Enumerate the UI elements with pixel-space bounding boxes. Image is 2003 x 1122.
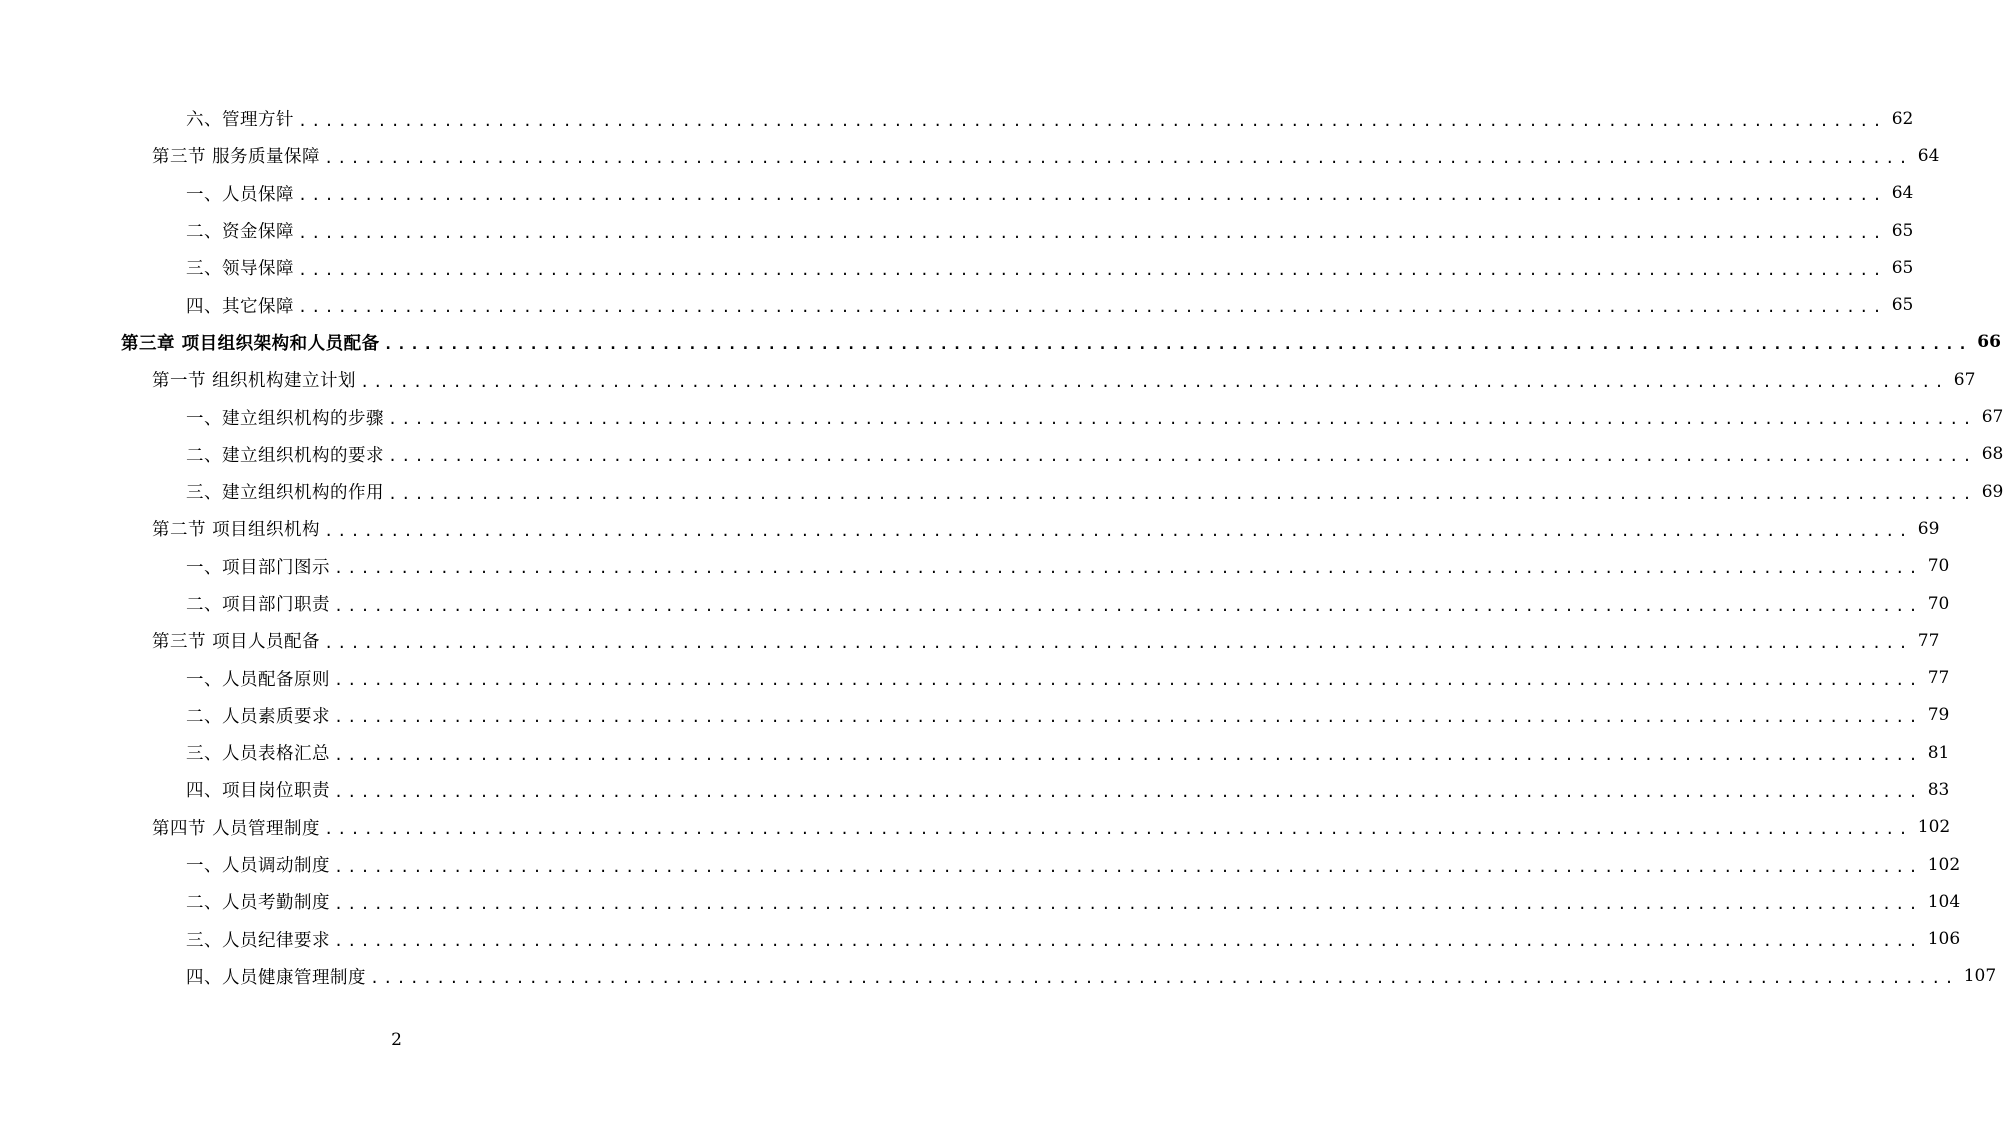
toc-dot-leader: ........................................................................................................................ [324,521,1912,540]
toc-dot-leader: ........................................................................................................................ [334,932,1922,951]
toc-dot-leader: ........................................................................................................................ [324,820,1912,839]
table-of-contents [0,100,2003,995]
toc-entry-title: 三、领导保障 [186,259,294,280]
toc-entry-item[interactable] [0,473,2003,510]
toc-entry-page: 64 [1917,145,1940,166]
toc-entry-item[interactable] [0,398,2003,435]
toc-entry-item[interactable] [0,249,1914,286]
toc-entry-page: 102 [1917,817,1951,838]
toc-entry-page: 64 [1891,183,1914,204]
toc-entry-title: 第三节 服务质量保障 [152,147,321,168]
toc-entry-item[interactable] [0,286,1914,323]
toc-entry-page: 69 [1917,518,1940,539]
toc-entry-title: 一、人员保障 [186,184,294,205]
toc-entry-title: 三、人员纪律要求 [186,930,330,951]
toc-entry-page: 79 [1927,705,1950,726]
toc-entry-item[interactable] [0,734,1950,771]
toc-entry-title: 一、人员调动制度 [186,856,330,877]
toc-entry-page: 67 [1981,407,2003,428]
toc-dot-leader: ........................................................................................................................ [324,148,1912,167]
toc-entry-page: 65 [1891,295,1914,316]
toc-entry-page: 104 [1927,891,1961,912]
toc-entry-item[interactable] [0,921,1961,958]
toc-dot-leader: ........................................................................................................................ [334,857,1922,876]
toc-entry-title: 第三节 项目人员配备 [152,632,321,653]
toc-entry-page: 68 [1981,444,2003,465]
toc-entry-page: 102 [1927,854,1961,875]
toc-dot-leader: ........................................................................................................................ [360,372,1948,391]
toc-dot-leader: ........................................................................................................................ [388,410,1976,429]
toc-entry-item[interactable] [0,175,1914,212]
toc-entry-page: 77 [1927,668,1950,689]
toc-entry-item[interactable] [0,697,1950,734]
toc-dot-leader: ........................................................................................................................ [298,186,1886,205]
toc-entry-title: 一、建立组织机构的步骤 [186,408,384,429]
toc-entry-item[interactable] [0,958,1997,995]
toc-entry-item[interactable] [0,436,2003,473]
toc-entry-title: 四、其它保障 [186,296,294,317]
toc-entry-title: 六、管理方针 [186,110,294,131]
toc-entry-item[interactable] [0,846,1961,883]
toc-entry-title: 二、人员素质要求 [186,706,330,727]
toc-entry-item[interactable] [0,771,1950,808]
toc-dot-leader: ........................................................................................................................ [298,260,1886,279]
toc-entry-title: 四、人员健康管理制度 [186,967,366,988]
toc-dot-leader: ........................................................................................................................ [334,596,1922,615]
toc-entry-item[interactable] [0,659,1950,696]
toc-entry-title: 第四节 人员管理制度 [152,818,321,839]
toc-entry-title: 二、资金保障 [186,222,294,243]
toc-entry-page: 69 [1981,481,2003,502]
toc-entry-title: 二、人员考勤制度 [186,893,330,914]
toc-dot-leader: ........................................................................................................................ [334,671,1922,690]
toc-entry-title: 三、建立组织机构的作用 [186,483,384,504]
toc-dot-leader: ........................................................................................................................ [334,708,1922,727]
toc-dot-leader: ........................................................................................................................ [388,484,1976,503]
toc-entry-title: 第二节 项目组织机构 [152,520,321,541]
toc-entry-item[interactable] [0,585,1950,622]
toc-entry-page: 66 [1977,332,2001,353]
toc-entry-title: 三、人员表格汇总 [186,744,330,765]
toc-entry-title: 四、项目岗位职责 [186,781,330,802]
toc-dot-leader: ........................................................................................................................ [298,111,1886,130]
toc-entry-page: 65 [1891,257,1914,278]
toc-entry-item[interactable] [0,100,1914,137]
toc-entry-chapter[interactable] [0,324,2001,361]
page-number: 2 [391,1030,402,1050]
toc-entry-title: 第三章 项目组织架构和人员配备 [121,333,380,354]
toc-entry-page: 70 [1927,556,1950,577]
toc-entry-title: 一、人员配备原则 [186,669,330,690]
toc-entry-page: 83 [1927,779,1950,800]
toc-entry-section[interactable] [0,137,1940,174]
toc-dot-leader: ........................................................................................................................ [298,223,1886,242]
toc-entry-title: 第一节 组织机构建立计划 [152,371,357,392]
toc-entry-page: 77 [1917,630,1940,651]
toc-entry-page: 65 [1891,220,1914,241]
toc-entry-page: 107 [1963,966,1997,987]
toc-dot-leader: ........................................................................................................................ [334,559,1922,578]
toc-dot-leader: ........................................................................................................................ [334,894,1922,913]
toc-dot-leader: ........................................................................................................................ [383,335,1972,354]
toc-dot-leader: ........................................................................................................................ [324,633,1912,652]
toc-entry-section[interactable] [0,809,1951,846]
toc-entry-item[interactable] [0,212,1914,249]
toc-dot-leader: ........................................................................................................................ [370,969,1958,988]
toc-entry-title: 一、项目部门图示 [186,557,330,578]
toc-entry-page: 62 [1891,108,1914,129]
toc-entry-item[interactable] [0,883,1961,920]
toc-entry-page: 81 [1927,742,1950,763]
toc-entry-item[interactable] [0,548,1950,585]
toc-dot-leader: ........................................................................................................................ [298,298,1886,317]
toc-entry-section[interactable] [0,622,1940,659]
toc-entry-section[interactable] [0,361,1976,398]
toc-entry-section[interactable] [0,510,1940,547]
toc-dot-leader: ........................................................................................................................ [334,745,1922,764]
toc-dot-leader: ........................................................................................................................ [334,782,1922,801]
toc-entry-title: 二、建立组织机构的要求 [186,445,384,466]
toc-entry-title: 二、项目部门职责 [186,595,330,615]
toc-entry-page: 106 [1927,929,1961,950]
toc-entry-page: 70 [1927,593,1950,614]
toc-dot-leader: ........................................................................................................................ [388,447,1976,466]
toc-entry-page: 67 [1953,369,1976,390]
